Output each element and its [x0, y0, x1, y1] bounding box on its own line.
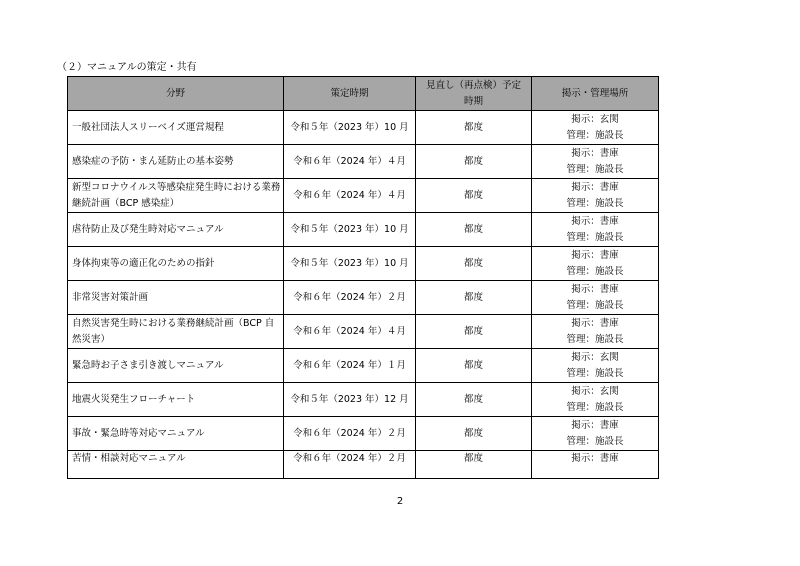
cell-place [532, 179, 659, 213]
place-manager: 管理：施設長 [566, 197, 624, 209]
cell-review: 都度 [416, 281, 532, 315]
cell-review: 都度 [416, 349, 532, 383]
place-display: 掲示：書庫 [571, 317, 619, 329]
table-row [68, 111, 659, 145]
cell-date: 令和５年（2023 年）10 月 [284, 247, 416, 281]
cell-review: 都度 [416, 315, 532, 349]
cell-place [532, 451, 659, 479]
place-display: 掲示：書庫 [571, 181, 619, 193]
cell-field: 事故・緊急時等対応マニュアル [68, 417, 284, 451]
manual-table [67, 76, 659, 479]
place-manager: 管理：施設長 [566, 401, 624, 413]
place-display: 掲示：玄関 [571, 113, 619, 125]
place-display: 掲示：書庫 [571, 453, 619, 464]
cell-review: 都度 [416, 417, 532, 451]
cell-place [532, 111, 659, 145]
place-manager: 管理：施設長 [566, 333, 624, 345]
cell-place [532, 417, 659, 451]
cell-place [532, 315, 659, 349]
cell-date: 令和５年（2023 年）12 月 [284, 383, 416, 417]
header-place: 掲示・管理場所 [532, 77, 659, 111]
header-date: 策定時期 [284, 77, 416, 111]
place-manager: 管理：施設長 [566, 231, 624, 243]
cell-date: 令和６年（2024 年）４月 [284, 179, 416, 213]
table-row [68, 247, 659, 281]
place-manager: 管理：施設長 [566, 299, 624, 311]
cell-review: 都度 [416, 383, 532, 417]
place-manager: 管理：施設長 [566, 265, 624, 277]
cell-date: 令和６年（2024 年）２月 [284, 281, 416, 315]
cell-place [532, 145, 659, 179]
cell-place [532, 247, 659, 281]
cell-place [532, 213, 659, 247]
table-row [68, 281, 659, 315]
table-row [68, 145, 659, 179]
table-row [68, 349, 659, 383]
cell-date: 令和５年（2023 年）10 月 [284, 213, 416, 247]
place-display: 掲示：書庫 [571, 249, 619, 261]
place-display: 掲示：書庫 [571, 283, 619, 295]
cell-review: 都度 [416, 451, 532, 479]
cell-review: 都度 [416, 213, 532, 247]
cell-date: 令和６年（2024 年）２月 [284, 451, 416, 479]
header-review-line1: 見直し（再点検）予定 [425, 79, 521, 91]
cell-field: 虐待防止及び発生時対応マニュアル [68, 213, 284, 247]
cell-review: 都度 [416, 145, 532, 179]
cell-place [532, 349, 659, 383]
cell-review: 都度 [416, 179, 532, 213]
place-manager: 管理：施設長 [566, 435, 624, 447]
cell-place [532, 281, 659, 315]
cell-date: 令和６年（2024 年）１月 [284, 349, 416, 383]
table-row [68, 383, 659, 417]
place-manager: 管理：施設長 [566, 367, 624, 379]
cell-review: 都度 [416, 111, 532, 145]
cell-field: 新型コロナウイルス等感染症発生時における業務継続計画（BCP 感染症） [68, 179, 284, 213]
place-display: 掲示：書庫 [571, 419, 619, 431]
cell-field: 非常災害対策計画 [68, 281, 284, 315]
table-row [68, 179, 659, 213]
header-review-line2: 時期 [463, 95, 483, 107]
cell-field: 地震火災発生フローチャート [68, 383, 284, 417]
table-row [68, 213, 659, 247]
table-row [68, 451, 659, 479]
place-display: 掲示：玄関 [571, 385, 619, 397]
place-display: 掲示：書庫 [571, 147, 619, 159]
cell-field: 苦情・相談対応マニュアル [68, 451, 284, 479]
cell-review: 都度 [416, 247, 532, 281]
cell-field: 緊急時お子さま引き渡しマニュアル [68, 349, 284, 383]
section-title: （２）マニュアルの策定・共有 [57, 62, 197, 73]
page-number: 2 [396, 496, 404, 507]
table-row [68, 417, 659, 451]
cell-field: 身体拘束等の適正化のための指針 [68, 247, 284, 281]
table-header-row [68, 77, 659, 111]
cell-place [532, 383, 659, 417]
cell-field: 感染症の予防・まん延防止の基本姿勢 [68, 145, 284, 179]
table-row [68, 315, 659, 349]
cell-date: 令和５年（2023 年）10 月 [284, 111, 416, 145]
place-manager: 管理：施設長 [566, 163, 624, 175]
cell-date: 令和６年（2024 年）４月 [284, 145, 416, 179]
cell-field: 自然災害発生時における業務継続計画（BCP 自然災害） [68, 315, 284, 349]
cell-field: 一般社団法人スリーベイズ運営規程 [68, 111, 284, 145]
header-review [416, 77, 532, 111]
place-display: 掲示：書庫 [571, 215, 619, 227]
cell-date: 令和６年（2024 年）４月 [284, 315, 416, 349]
cell-date: 令和６年（2024 年）２月 [284, 417, 416, 451]
place-display: 掲示：玄関 [571, 351, 619, 363]
place-manager: 管理：施設長 [566, 129, 624, 141]
header-field: 分野 [68, 77, 284, 111]
